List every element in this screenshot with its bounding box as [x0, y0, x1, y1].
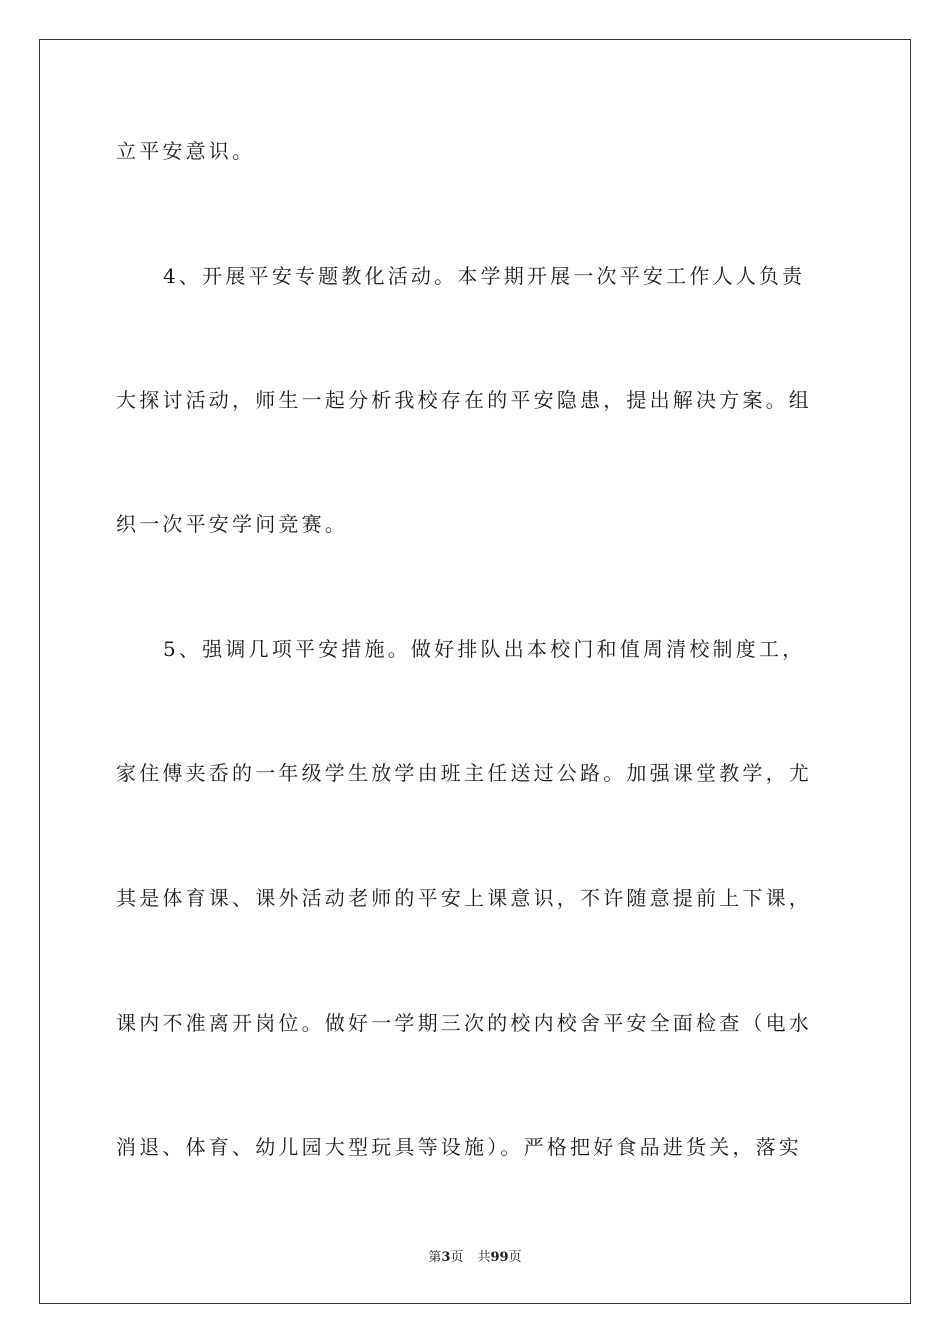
- page-number: 3: [441, 1250, 451, 1265]
- body-text-line: 立平安意识。: [116, 139, 256, 163]
- body-text-line: 大探讨活动，师生一起分析我校存在的平安隐患，提出解决方案。组: [116, 388, 812, 412]
- total-prefix: 共: [477, 1250, 491, 1265]
- total-pages: 99: [490, 1250, 509, 1265]
- total-suffix: 页: [508, 1250, 522, 1265]
- page-border: [39, 39, 911, 1304]
- page-prefix: 第: [428, 1250, 442, 1265]
- body-text-line: 其是体育课、课外活动老师的平安上课意识，不许随意提前上下课，: [116, 886, 812, 910]
- body-text-line: 消退、体育、幼儿园大型玩具等设施）。严格把好食品进货关，落实: [116, 1135, 802, 1159]
- body-text-line: 课内不准离开岗位。做好一学期三次的校内校舍平安全面检查（电水: [116, 1011, 812, 1035]
- page-suffix: 页: [450, 1250, 464, 1265]
- body-text-line: 织一次平安学问竞赛。: [116, 512, 348, 536]
- body-text-line: 家住傅夹岙的一年级学生放学由班主任送过公路。加强课堂教学，尤: [116, 761, 812, 785]
- page-footer: [0, 1248, 950, 1268]
- body-text-line: 5、强调几项平安措施。做好排队出本校门和值周清校制度工，: [163, 637, 806, 661]
- body-text-line: 4、开展平安专题教化活动。本学期开展一次平安工作人人负责: [163, 264, 806, 288]
